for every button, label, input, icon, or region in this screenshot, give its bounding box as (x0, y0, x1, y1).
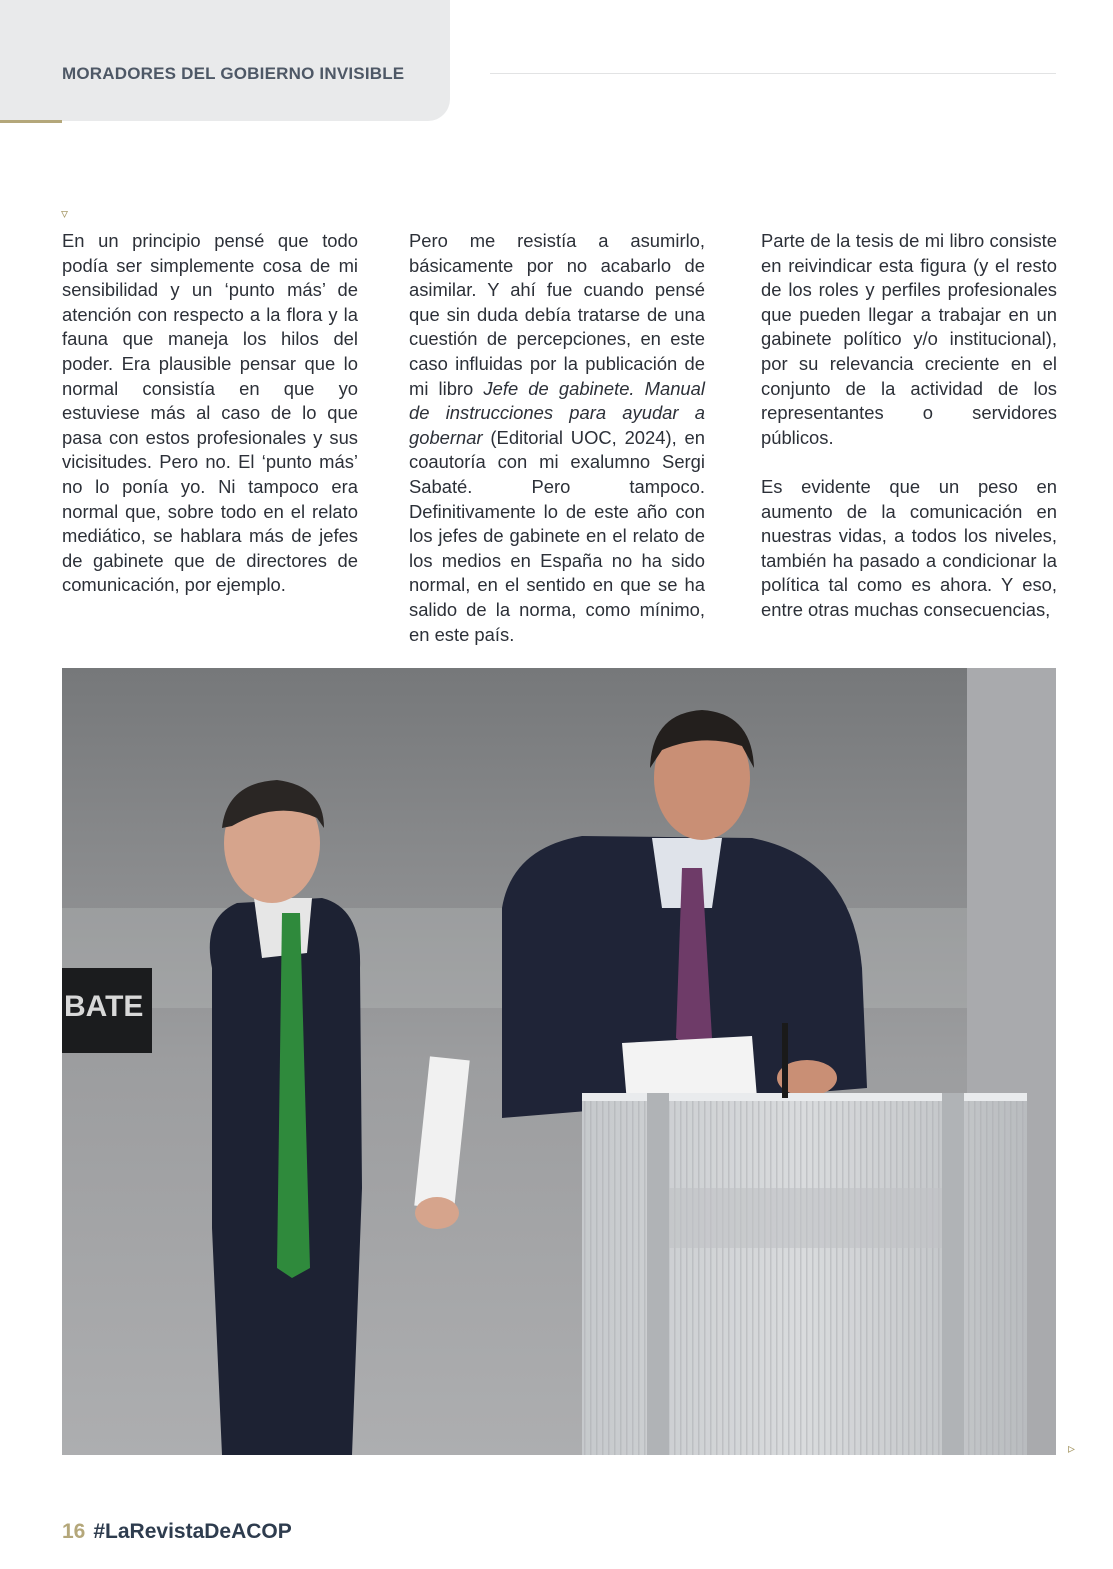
article-start-marker-icon: ▿ (61, 205, 69, 221)
book-title: Jefe de gabinete. Manual de instrucciones para ayudar a gobernar (409, 377, 705, 448)
text-column-1 (62, 229, 358, 598)
article-continues-marker-icon: ▹ (1068, 1440, 1076, 1456)
page-number: 16 (62, 1520, 86, 1543)
paragraph: Es evidente que un peso en aumento de la comunicación en nuestras vidas, a todos los niveles, también ha pasado a condicionar la política tal como es ahora. Y eso, entre otras muchas consecuencias, (761, 475, 1057, 620)
header-tab (0, 0, 450, 121)
paragraph-text: (Editorial UOC, 2024), en coautoría con mi exalumno Sergi Sabaté. Pero tampoco. Definitivamente lo de este año con los jefes de gabinete en el relato de los medios en España no ha sido normal, en el sentido en que se ha salido de la norma, como mínimo, en este país. (409, 426, 705, 645)
page-footer (62, 1520, 292, 1544)
text-column-3 (761, 229, 1057, 623)
paragraph-text: Pero me resistía a asumirlo, básicamente por no acabarlo de asimilar. Y ahí fue cuando pensé que sin duda debía tratarse de una cuestión de percepciones, en este caso influidas por la publicación de mi libro (409, 230, 705, 399)
section-title: MORADORES DEL GOBIERNO INVISIBLE (62, 64, 405, 83)
paragraph (409, 229, 705, 647)
publication-hashtag: #LaRevistaDeACOP (93, 1520, 292, 1543)
header-divider (490, 73, 1056, 74)
paragraph: Parte de la tesis de mi libro consiste en reivindicar esta figura (y el resto de los roles y perfiles profesionales que pueden llegar a trabajar en un gabinete político y/o institucional), por su relevancia creciente en el conjunto de la actividad de los representantes o servidores públicos. (761, 230, 1057, 448)
backdrop-sign-text: BATE (64, 990, 144, 1023)
paragraph: En un principio pensé que todo podía ser simplemente cosa de mi sensibilidad y un ‘punto más’ de atención con respecto a la flora y la fauna que maneja los hilos del poder. Era plausible pensar que lo normal consistía en que yo estuviese más al caso de lo que pasa con estos profesionales y sus vicisitudes. Pero no. El ‘punto más’ no lo ponía yo. Ni tampoco era normal que, sobre todo en el relato mediático, se hablara más de jefes de gabinete que de directores de comunicación, por ejemplo. (62, 230, 358, 596)
accent-bar (0, 120, 62, 123)
text-column-2 (409, 229, 705, 647)
article-photo (62, 668, 1056, 1455)
